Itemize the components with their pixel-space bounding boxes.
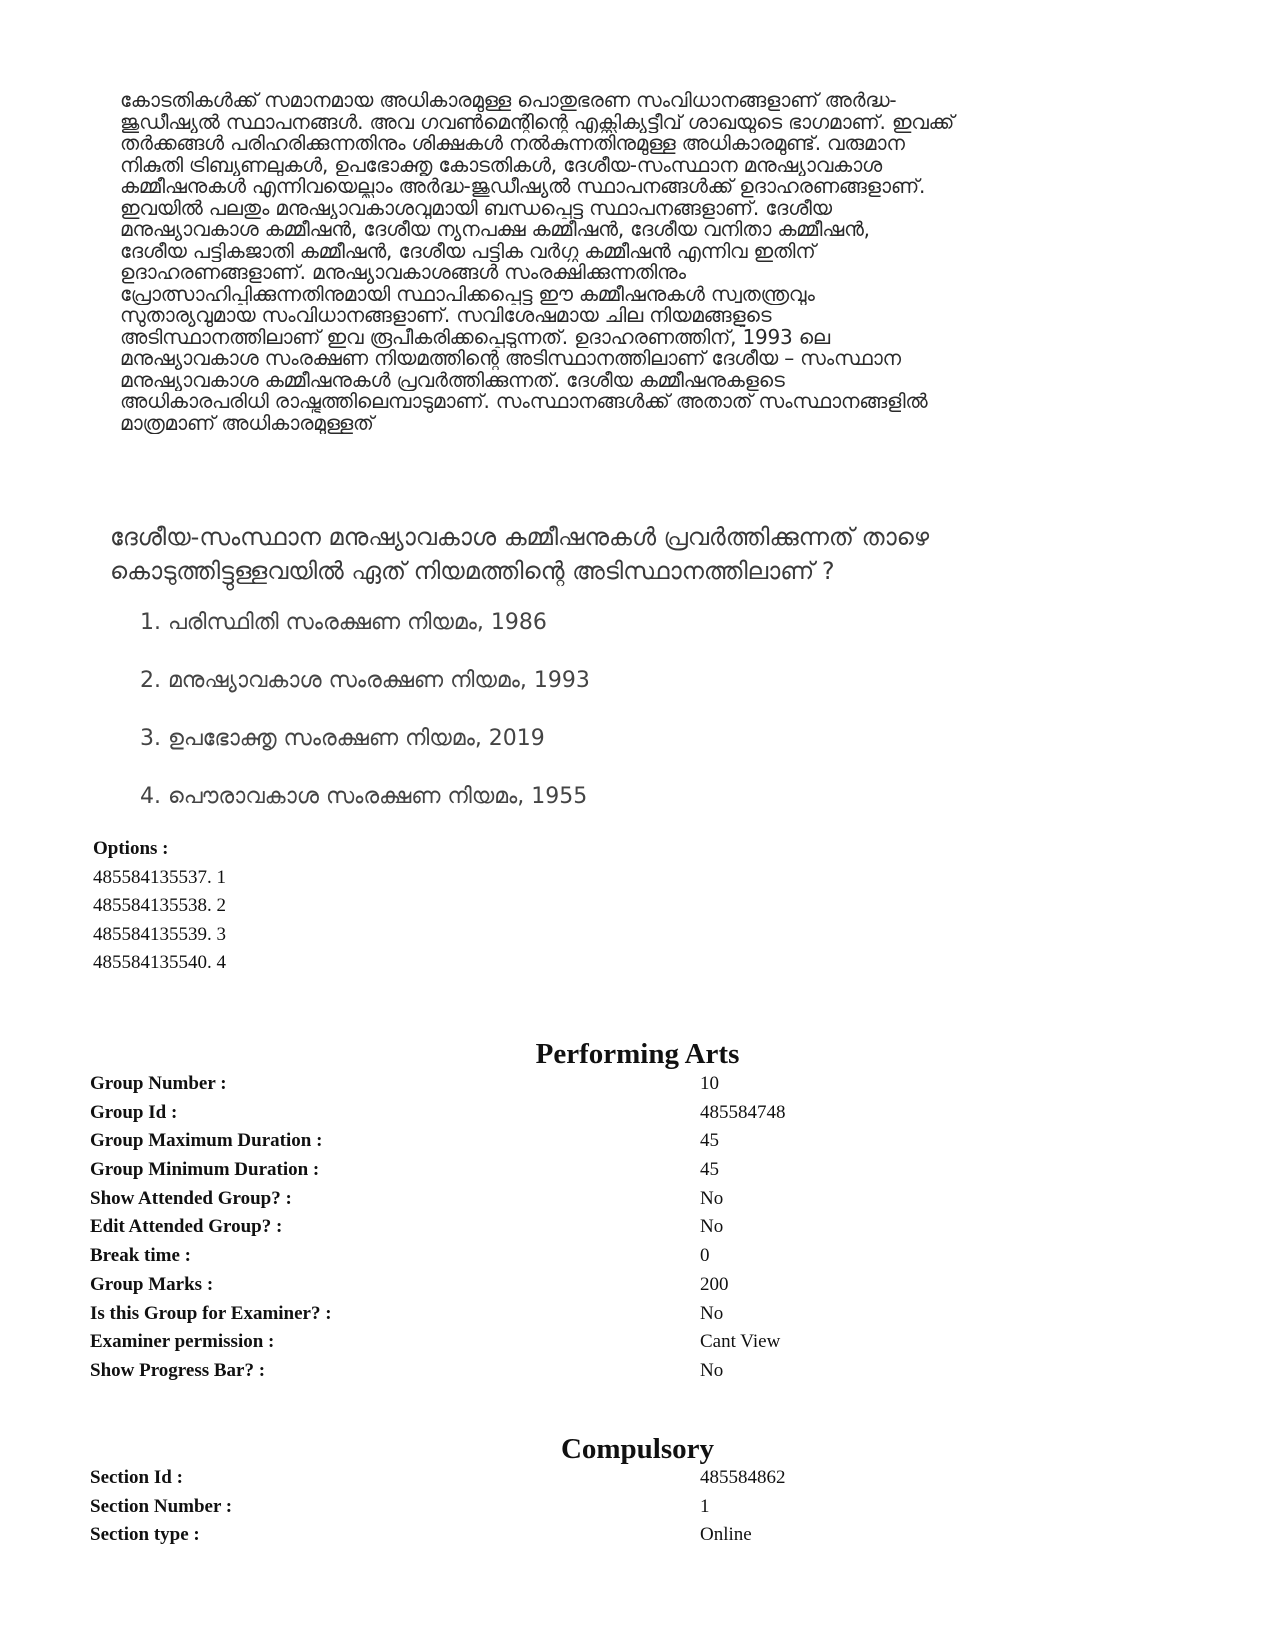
group-row-value: No: [700, 1359, 724, 1381]
group-row: [90, 1300, 1190, 1329]
passage-line: കമ്മീഷനുകൾ എന്നിവയെല്ലാം അർദ്ധ-ജുഡീഷ്യൽ സ്ഥാപനങ്ങൾക്ക് ഉദാഹരണങ്ങളാണ്.: [120, 176, 926, 198]
group-row: [90, 1213, 1190, 1242]
group-row: [90, 1328, 1190, 1357]
options-list: [93, 835, 226, 978]
section-row-label: Section type :: [90, 1524, 200, 1546]
passage-line: ഉദാഹരണങ്ങളാണ്. മനുഷ്യാവകാശങ്ങൾ സംരക്ഷിക്കുന്നതിനും: [120, 262, 686, 284]
group-row-value: Cant View: [700, 1331, 781, 1353]
group-row-value: 45: [700, 1159, 719, 1181]
option-item: 485584135538. 2: [93, 895, 226, 916]
section-row-value: 485584862: [700, 1467, 786, 1488]
passage-line: മനുഷ്യാവകാശ കമ്മീഷൻ, ദേശീയ ന്യൂനപക്ഷ കമ്മീഷൻ, ദേശീയ വനിതാ കമ്മീഷൻ,: [120, 219, 870, 241]
question-text: [110, 520, 1170, 588]
group-row-label: Examiner permission :: [90, 1331, 275, 1353]
group-row: [90, 1099, 1190, 1128]
group-row-label: Group Id :: [90, 1101, 178, 1123]
passage-line: മനുഷ്യാവകാശ കമ്മീഷനുകൾ പ്രവർത്തിക്കുന്നത്. ദേശീയ കമ്മീഷനുകളുടെ: [120, 369, 785, 391]
group-row-label: Group Minimum Duration :: [90, 1159, 320, 1181]
passage-line: മാത്രമാണ് അധികാരമുള്ളത്: [120, 412, 374, 434]
group-details: [90, 1070, 1190, 1386]
answer-choices: [140, 608, 1040, 840]
group-row-label: Is this Group for Examiner? :: [90, 1302, 332, 1324]
group-row-value: No: [700, 1302, 724, 1324]
group-row-label: Show Attended Group? :: [90, 1187, 292, 1209]
section-row: [90, 1493, 1190, 1522]
passage-line: അടിസ്ഥാനത്തിലാണ് ഇവ രൂപീകരിക്കപ്പെടുന്നത്. ഉദാഹരണത്തിന്, 1993 ലെ: [120, 326, 830, 348]
group-row: [90, 1242, 1190, 1271]
option-item: 485584135537. 1: [93, 866, 226, 888]
passage-line: ജുഡീഷ്യൽ സ്ഥാപനങ്ങൾ. അവ ഗവൺമെന്റിന്റെ എക്സിക്യൂട്ടീവ് ശാഖയുടെ ഭാഗമാണ്. ഇവക്ക്: [120, 111, 955, 133]
group-row-label: Group Number :: [90, 1073, 227, 1094]
group-row-label: Show Progress Bar? :: [90, 1359, 266, 1381]
section-row-value: 1: [700, 1495, 710, 1517]
passage-line: കോടതികൾക്ക് സമാനമായ അധികാരമുള്ള പൊതുഭരണ സംവിധാനങ്ങളാണ് അർദ്ധ-: [120, 90, 897, 112]
option-item: 485584135540. 4: [93, 952, 226, 973]
group-row-value: 0: [700, 1245, 710, 1267]
passage-text: [120, 90, 1180, 434]
passage-line: ദേശീയ പട്ടികജാതി കമ്മീഷൻ, ദേശീയ പട്ടിക വർഗ്ഗ കമ്മീഷൻ എന്നിവ ഇതിന്: [120, 240, 816, 262]
group-row-value: No: [700, 1187, 724, 1209]
group-row-label: Group Maximum Duration :: [90, 1130, 323, 1152]
answer-choice-2: 2. മനുഷ്യാവകാശ സംരക്ഷണ നിയമം, 1993: [140, 668, 590, 693]
options-title: Options :: [93, 838, 169, 859]
passage-line: അധികാരപരിധി രാഷ്ട്രത്തിലെമ്പാടുമാണ്. സംസ്ഥാനങ്ങൾക്ക് അതാത് സംസ്ഥാനങ്ങളിൽ: [120, 391, 928, 413]
option-item: 485584135539. 3: [93, 923, 226, 945]
group-row: [90, 1070, 1190, 1099]
section-row-label: Section Number :: [90, 1495, 233, 1517]
answer-choice-4: 4. പൌരാവകാശ സംരക്ഷണ നിയമം, 1955: [140, 784, 588, 809]
passage-line: ഇവയിൽ പലതും മനുഷ്യാവകാശവുമായി ബന്ധപ്പെട്ട സ്ഥാപനങ്ങളാണ്. ദേശീയ: [120, 197, 832, 219]
group-row-value: 485584748: [700, 1101, 786, 1123]
answer-choice-1: 1. പരിസ്ഥിതി സംരക്ഷണ നിയമം, 1986: [140, 610, 547, 635]
group-row-value: 200: [700, 1273, 729, 1295]
passage-line: മനുഷ്യാവകാശ സംരക്ഷണ നിയമത്തിന്റെ അടിസ്ഥാനത്തിലാണ് ദേശീയ – സംസ്ഥാന: [120, 348, 901, 370]
group-row-value: 10: [700, 1073, 719, 1094]
passage-line: പ്രോത്സാഹിപ്പിക്കുന്നതിനുമായി സ്ഥാപിക്കപ്പെട്ട ഈ കമ്മീഷനുകൾ സ്വതന്ത്രവും: [120, 283, 815, 305]
group-row-value: 45: [700, 1130, 719, 1152]
group-row-label: Group Marks :: [90, 1273, 214, 1295]
section-row: [90, 1464, 1190, 1493]
group-row: [90, 1185, 1190, 1214]
passage-line: തർക്കങ്ങൾ പരിഹരിക്കുന്നതിനും ശിക്ഷകൾ നൽകുന്നതിനുമുള്ള അധികാരമുണ്ട്. വരുമാന: [120, 133, 905, 155]
section-title: Compulsory: [560, 1433, 715, 1465]
group-row-label: Edit Attended Group? :: [90, 1216, 283, 1238]
group-row: [90, 1357, 1190, 1386]
section-row: [90, 1521, 1190, 1550]
group-row: [90, 1156, 1190, 1185]
group-row-value: No: [700, 1216, 724, 1238]
passage-line: നികുതി ട്രിബ്യൂണലുകൾ, ഉപഭോക്തൃ കോടതികൾ, ദേശീയ-സംസ്ഥാന മനുഷ്യാവകാശ: [120, 154, 883, 176]
answer-choice-3: 3. ഉപഭോക്തൃ സംരക്ഷണ നിയമം, 2019: [140, 726, 545, 751]
passage-line: സുതാര്യവുമായ സംവിധാനങ്ങളാണ്. സവിശേഷമായ ചില നിയമങ്ങളുടെ: [120, 305, 772, 327]
section-details: [90, 1464, 1190, 1550]
group-title: Performing Arts: [535, 1038, 740, 1070]
question-line: ദേശീയ-സംസ്ഥാന മനുഷ്യാവകാശ കമ്മീഷനുകൾ പ്രവർത്തിക്കുന്നത് താഴെ: [110, 523, 930, 551]
group-row: [90, 1271, 1190, 1300]
question-line: കൊടുത്തിട്ടുള്ളവയിൽ ഏത് നിയമത്തിന്റെ അടിസ്ഥാനത്തിലാണ് ?: [110, 557, 835, 585]
section-row-label: Section Id :: [90, 1467, 183, 1488]
group-row-label: Break time :: [90, 1245, 191, 1267]
section-row-value: Online: [700, 1524, 752, 1546]
group-row: [90, 1127, 1190, 1156]
